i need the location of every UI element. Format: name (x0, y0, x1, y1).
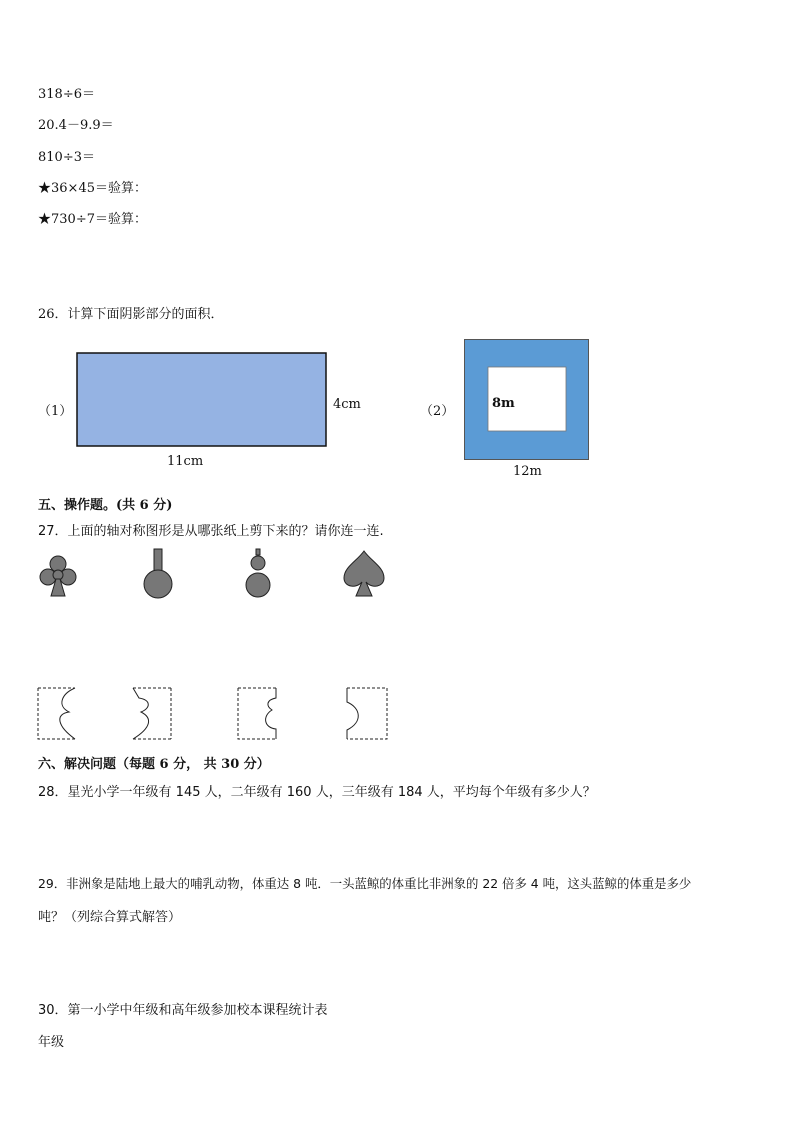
table-header-grade: 年级 (38, 1035, 65, 1050)
calc-line-2: 20.4－9.9＝ (38, 118, 114, 133)
question-28: 28．星光小学一年级有 145 人，二年级有 160 人，三年级有 184 人，平均每个年级有多少人？ (38, 785, 596, 800)
question-29-line-2: 吨？（列综合算式解答） (38, 910, 182, 925)
spade-icon (341, 549, 387, 599)
question-30: 30．第一小学中年级和高年级参加校本课程统计表 (38, 1003, 328, 1018)
calc-line-4 (38, 177, 147, 196)
gourd-icon (243, 548, 273, 600)
shaded-rectangle-figure (76, 352, 328, 448)
club-icon (36, 553, 80, 599)
inner-square-label: 8m (492, 396, 515, 411)
calc-line-3: 810÷3＝ (38, 150, 95, 165)
rectangle-height-label: 4cm (333, 397, 361, 412)
question-26: 26．计算下面阴影部分的面积． (38, 307, 224, 322)
calc-line-5 (38, 208, 147, 227)
calc-text: 36×45＝验算： (51, 181, 147, 196)
folded-paper-3 (236, 686, 278, 742)
section-5-heading: 五、操作题。(共 6 分) (38, 498, 173, 513)
rectangle-width-label: 11cm (167, 454, 204, 469)
folded-paper-1 (37, 686, 77, 742)
section-6-heading: 六、解决问题（每题 6 分， 共 30 分） (38, 757, 270, 772)
figure-2-label: （2） (420, 404, 455, 419)
question-27: 27．上面的轴对称图形是从哪张纸上剪下来的？请你连一连. (38, 524, 384, 539)
outer-square-label: 12m (513, 464, 542, 479)
folded-paper-4 (345, 686, 389, 742)
bulb-icon (140, 548, 176, 600)
question-29-line-1: 29．非洲象是陆地上最大的哺乳动物，体重达 8 吨．一头蓝鲸的体重比非洲象的 22 倍多 4 吨，这头蓝鲸的体重是多少 (38, 876, 692, 891)
star-icon: ★ (38, 212, 52, 227)
figure-1-label: （1） (38, 404, 73, 419)
calc-text: 730÷7＝验算： (51, 212, 147, 227)
calc-line-1: 318÷6＝ (38, 87, 95, 102)
star-icon: ★ (38, 181, 52, 196)
folded-paper-2 (131, 686, 173, 742)
square-frame-figure (464, 339, 590, 461)
